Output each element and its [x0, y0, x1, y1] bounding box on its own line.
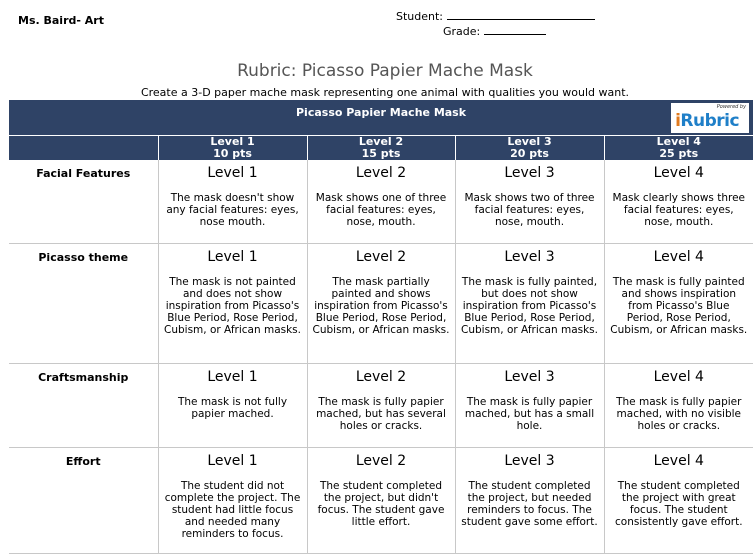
rubric-title-text: Picasso Papier Mache Mask: [296, 106, 467, 119]
teacher-name: Ms. Baird- Art: [18, 14, 104, 27]
rubric-cell[interactable]: Level 3 Mask shows two of three facial features: eyes, nose, mouth.: [455, 160, 604, 244]
page-subtitle: Create a 3-D paper mache mask representing one animal with qualities you would want.: [140, 86, 630, 99]
rubric-cell[interactable]: Level 4 The student completed the project with great focus. The student consistently gave effort.: [604, 448, 753, 554]
table-row: [9, 364, 753, 448]
table-row: [9, 160, 753, 244]
rubric-cell[interactable]: Level 4 The mask is fully papier mached, with no visible holes or cracks.: [604, 364, 753, 448]
rubric-cell[interactable]: Level 3 The student completed the project, but needed reminders to focus. The student gave some effort.: [455, 448, 604, 554]
rubric-cell[interactable]: Level 1 The mask doesn't show any facial features: eyes, nose mouth.: [158, 160, 307, 244]
irubric-wordmark: iRubric: [675, 111, 740, 131]
rubric-cell[interactable]: Level 3 The mask is fully painted, but does not show inspiration from Picasso's Blue Period, Rose Period, Cubism, or African masks.: [455, 244, 604, 364]
rubric-cell[interactable]: Level 2 The student completed the project, but didn't focus. The student gave little effort.: [307, 448, 455, 554]
powered-by-text: Powered by: [716, 104, 747, 110]
grade-label: Grade:: [443, 25, 481, 38]
rubric-cell[interactable]: Level 1 The mask is not fully papier mached.: [158, 364, 307, 448]
student-field: [396, 8, 595, 23]
rubric-cell[interactable]: Level 4 Mask clearly shows three facial features: eyes, nose, mouth.: [604, 160, 753, 244]
rubric-cell[interactable]: Level 1 The mask is not painted and does not show inspiration from Picasso's Blue Period, Rose Period, Cubism, or African masks.: [158, 244, 307, 364]
criteria-header-blank: [9, 136, 158, 161]
rubric-table-title: [9, 100, 753, 136]
grade-field: [443, 23, 546, 38]
criterion-label: Picasso theme: [9, 244, 158, 364]
level-header-2: Level 2 15 pts: [307, 136, 455, 161]
criterion-label: Facial Features: [9, 160, 158, 244]
criterion-label: Effort: [9, 448, 158, 554]
table-row: [9, 244, 753, 364]
student-label: Student:: [396, 10, 444, 23]
grade-blank-line: [484, 23, 546, 35]
rubric-cell[interactable]: Level 2 Mask shows one of three facial features: eyes, nose, mouth.: [307, 160, 455, 244]
level-header-3: Level 3 20 pts: [455, 136, 604, 161]
level-header-4: Level 4 25 pts: [604, 136, 753, 161]
rubric-cell[interactable]: Level 1 The student did not complete the project. The student had little focus and needed many reminders to focus.: [158, 448, 307, 554]
rubric-cell[interactable]: Level 2 The mask is fully papier mached, but has several holes or cracks.: [307, 364, 455, 448]
rubric-cell[interactable]: Level 2 The mask partially painted and shows inspiration from Picasso's Blue Period, Rose Period, Cubism, or African masks.: [307, 244, 455, 364]
criterion-label: Craftsmanship: [9, 364, 158, 448]
irubric-logo[interactable]: [671, 103, 749, 133]
rubric-table: [9, 100, 753, 554]
student-blank-line: [447, 8, 595, 20]
rubric-cell[interactable]: Level 4 The mask is fully painted and shows inspiration from Picasso's Blue Period, Rose Period, Cubism, or African masks.: [604, 244, 753, 364]
rubric-cell[interactable]: Level 3 The mask is fully papier mached, but has a small hole.: [455, 364, 604, 448]
page-title: Rubric: Picasso Papier Mache Mask: [237, 61, 533, 81]
level-header-1: Level 1 10 pts: [158, 136, 307, 161]
